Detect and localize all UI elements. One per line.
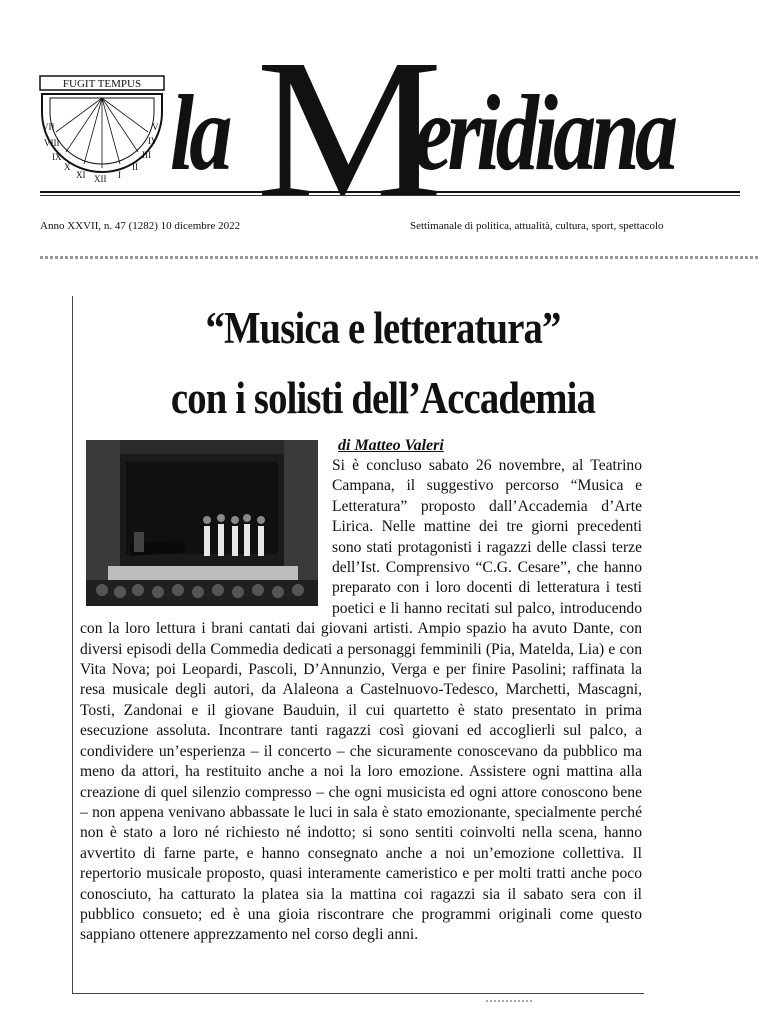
numeral-v: V: [152, 122, 159, 132]
sundial-logo: [36, 72, 168, 192]
numeral-iii: III: [142, 150, 151, 160]
numeral-x: X: [64, 162, 71, 172]
footer-mark: [486, 1000, 534, 1002]
masthead-title-rest: eridiana: [414, 74, 674, 193]
numeral-xi: XI: [76, 170, 86, 180]
section-divider: [40, 256, 760, 259]
byline: di Matteo Valeri: [338, 437, 444, 454]
masthead-title-initial: M: [256, 19, 443, 240]
numeral-iv: IV: [148, 136, 158, 146]
headline-line-1: “Musica e letteratura”: [205, 303, 561, 353]
masthead-rule-thin: [40, 195, 740, 196]
numeral-ii: II: [132, 162, 138, 172]
masthead-title-prefix: la: [170, 74, 228, 193]
photo-wrap-spacer: [80, 456, 332, 612]
numeral-i: I: [118, 170, 121, 180]
issue-line: Anno XXVII, n. 47 (1282) 10 dicembre 2022: [40, 220, 241, 232]
article-body: [80, 456, 642, 946]
article-frame-bottom: [72, 993, 644, 994]
headline-line-2: con i solisti dell’Accademia: [170, 373, 596, 423]
logo-motto: FUGIT TEMPUS: [62, 78, 142, 90]
article-body-text: Si è concluso sabato 26 novembre, al Teatrino Campana, il suggestivo percorso “Musica e Letteratura” proposto dall’Accademia d’Arte Lirica. Nelle mattine dei tre giorni precedenti sono stati protagonisti i ragazzi delle classi terze dell’Ist. Comprensivo “C.G. Cesare”, che hanno preparato con i loro docenti di letteratura i testi poetici e li hanno recitati sul palco, introducendo con la loro lettura i brani cantati dai giovani artisti. Ampio spazio ha avuto Dante, con diversi episodi della Commedia dedicati a personaggi femminili (Pia, Matelda, Lia) e con Vita Nova; poi Leopardi, Pascoli, D’Annunzio, Verga e per finire Pasolini; raffinata la resa musicale degli autori, da Alaleona a Castelnuovo-Tedesco, Marchetti, Mascagni, Tosti, Zandonai e il giovane Bauduin, il cui quartetto è stato presentato in prima esecuzione assoluta. Incontrare tanti ragazzi così giovani ed accoglierli sul palco, a condividere un’esperienza – il concerto – che sicuramente conoscevano da pubblico ma meno da attori, ha restituito anche a noi la loro emozione. Assistere ogni mattina alla creazione di quel silenzio compresso – che ogni musicista ed ogni attore conoscono bene – non appena venivano abbassate le luci in sala è stato emozionante, specialmente perché non è stato a loro né richiesto né indotto; si sono sentiti coinvolti nella scena, hanno avvertito di farne parte, e hanno consegnato anche a noi un’emozione collettiva. Il repertorio musicale proposto, quasi interamente cameristico e per molti tratti anche poco conosciuto, ha catturato la platea sia la mattina coi ragazzi sia il sabato sera con il pubblico consueto; ed è una gioia riscontrare che programmi originali come questo sappiano ottenere apprezzamento nel corso degli anni.: [80, 457, 642, 944]
masthead-rule: [40, 191, 740, 193]
numeral-vii: VII: [42, 122, 55, 132]
numeral-viii: VIII: [44, 138, 60, 148]
numeral-ix: IX: [52, 152, 62, 162]
masthead: [0, 0, 766, 250]
numeral-xii: XII: [94, 174, 107, 184]
tagline: Settimanale di politica, attualità, cultura, sport, spettacolo: [410, 220, 664, 232]
